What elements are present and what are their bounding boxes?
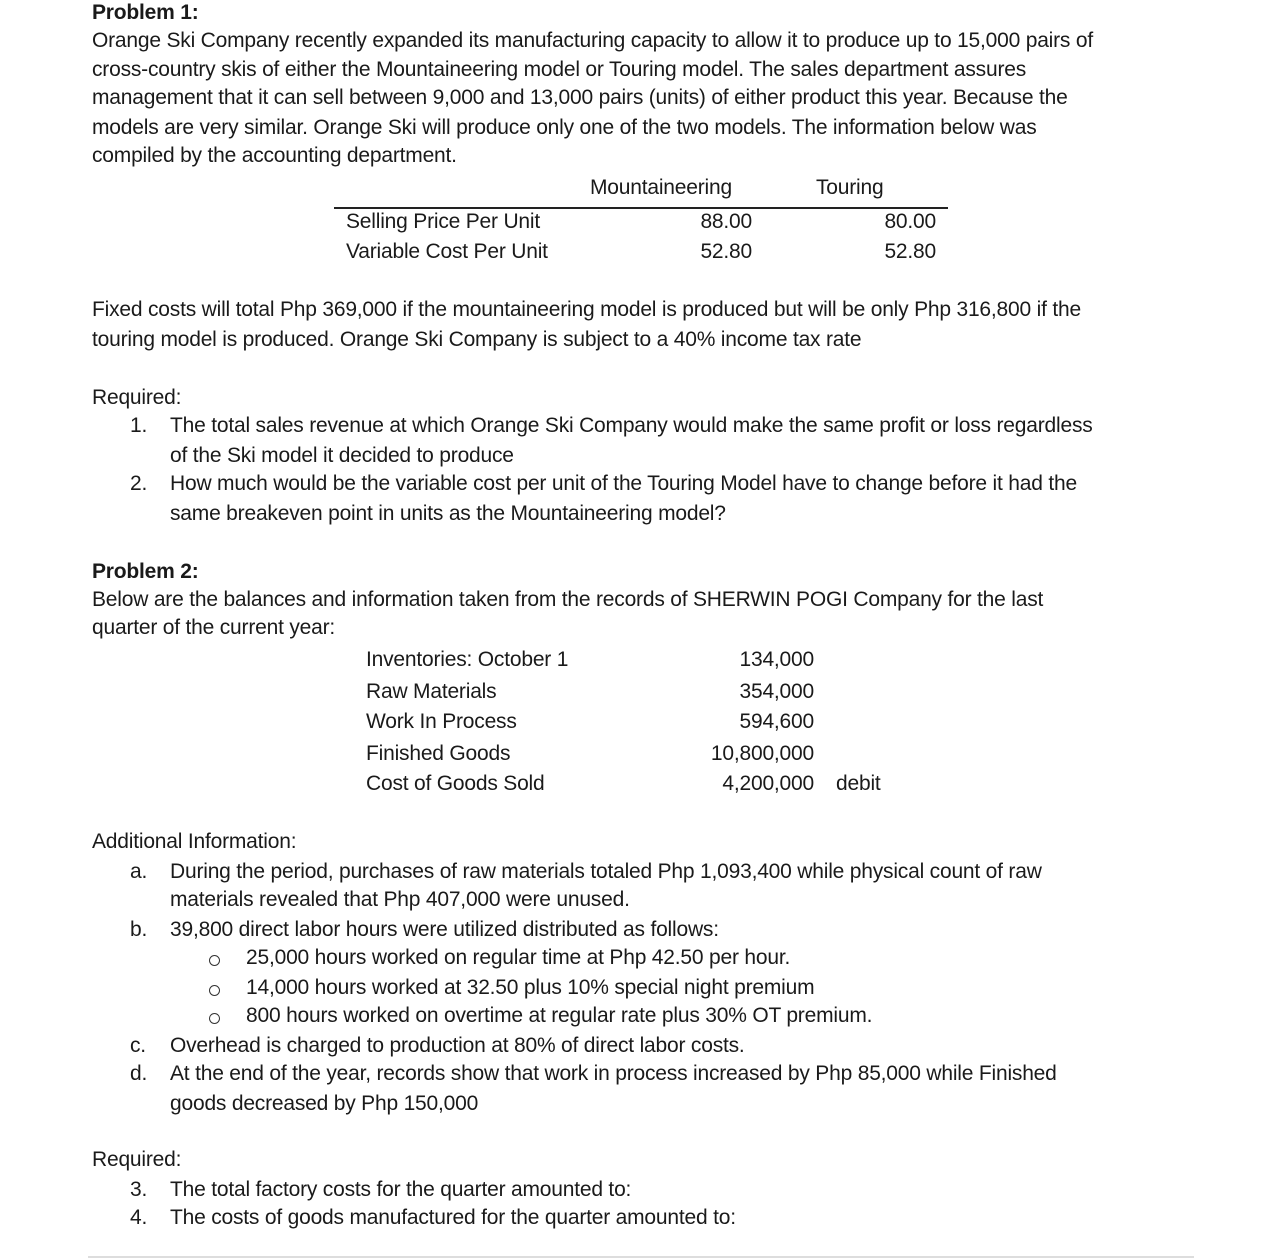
item-letter: a. — [130, 860, 148, 883]
problem2-intro: Below are the balances and information taken from the records of SHERWIN POGI Company for the last — [92, 588, 1044, 611]
item-number: 1. — [130, 414, 148, 437]
balance-value: 134,000 — [739, 648, 814, 671]
item-number: 4. — [130, 1206, 148, 1229]
item-number: 2. — [130, 472, 148, 495]
balance-label: Work In Process — [366, 710, 517, 733]
required-item: of the Ski model it decided to produce — [170, 444, 514, 467]
bullet-icon — [209, 1013, 220, 1024]
additional-item: 39,800 direct labor hours were utilized distributed as follows: — [170, 918, 719, 941]
sub-bullet: 800 hours worked on overtime at regular rate plus 30% OT premium. — [246, 1004, 873, 1027]
cell: 52.80 — [884, 240, 936, 263]
row-label: Selling Price Per Unit — [346, 210, 541, 233]
page-bottom-rule — [88, 1256, 1194, 1258]
sub-bullet: 25,000 hours worked on regular time at Php 42.50 per hour. — [246, 946, 791, 969]
problem1-intro: Orange Ski Company recently expanded its manufacturing capacity to allow it to produce up to 15,000 pairs of — [92, 29, 1093, 52]
balance-value: 4,200,000 — [722, 772, 814, 795]
cell: 52.80 — [700, 240, 752, 263]
item-letter: b. — [130, 918, 148, 941]
problem1-intro: management that it can sell between 9,000 and 13,000 pairs (units) of either product this year. Because the — [92, 86, 1068, 109]
additional-item: goods decreased by Php 150,000 — [170, 1092, 479, 1115]
balance-label: Inventories: October 1 — [366, 648, 569, 671]
required-item: The total factory costs for the quarter amounted to: — [170, 1178, 632, 1201]
required-item: How much would be the variable cost per unit of the Touring Model have to change before it had the — [170, 472, 1077, 495]
fixed-costs-text: touring model is produced. Orange Ski Company is subject to a 40% income tax rate — [92, 328, 862, 351]
additional-item: During the period, purchases of raw materials totaled Php 1,093,400 while physical count of raw — [170, 860, 1042, 883]
balance-note: debit — [836, 772, 881, 795]
problem2-intro: quarter of the current year: — [92, 616, 336, 639]
item-number: 3. — [130, 1178, 148, 1201]
header-touring: Touring — [816, 176, 884, 199]
row-label: Variable Cost Per Unit — [346, 240, 548, 263]
problem2-title: Problem 2: — [92, 560, 199, 583]
cell: 88.00 — [700, 210, 752, 233]
balance-label: Raw Materials — [366, 680, 497, 703]
additional-item: At the end of the year, records show that work in process increased by Php 85,000 while Finished — [170, 1062, 1057, 1085]
item-letter: c. — [130, 1034, 146, 1057]
required-item: The costs of goods manufactured for the quarter amounted to: — [170, 1206, 736, 1229]
required-item: The total sales revenue at which Orange Ski Company would make the same profit or loss regardless — [170, 414, 1093, 437]
fixed-costs-text: Fixed costs will total Php 369,000 if the mountaineering model is produced but will be only Php 316,800 if the — [92, 298, 1081, 321]
additional-item: materials revealed that Php 407,000 were unused. — [170, 888, 630, 911]
header-mountaineering: Mountaineering — [590, 176, 732, 199]
problem1-intro: cross-country skis of either the Mountaineering model or Touring model. The sales department assures — [92, 58, 1027, 81]
additional-item: Overhead is charged to production at 80% of direct labor costs. — [170, 1034, 745, 1057]
bullet-icon — [209, 985, 220, 996]
item-letter: d. — [130, 1062, 148, 1085]
bullet-icon — [209, 955, 220, 966]
required-label: Required: — [92, 1148, 182, 1171]
problem1-title: Problem 1: — [92, 1, 199, 24]
problem1-intro: models are very similar. Orange Ski will produce only one of the two models. The information below was — [92, 116, 1037, 139]
problem1-intro: compiled by the accounting department. — [92, 144, 457, 167]
required-label: Required: — [92, 386, 182, 409]
balance-label: Cost of Goods Sold — [366, 772, 545, 795]
additional-label: Additional Information: — [92, 830, 297, 853]
balance-value: 354,000 — [739, 680, 814, 703]
required-item: same breakeven point in units as the Mountaineering model? — [170, 502, 726, 525]
sub-bullet: 14,000 hours worked at 32.50 plus 10% special night premium — [246, 976, 815, 999]
cell: 80.00 — [884, 210, 936, 233]
balance-label: Finished Goods — [366, 742, 511, 765]
balance-value: 10,800,000 — [710, 742, 814, 765]
balance-value: 594,600 — [739, 710, 814, 733]
